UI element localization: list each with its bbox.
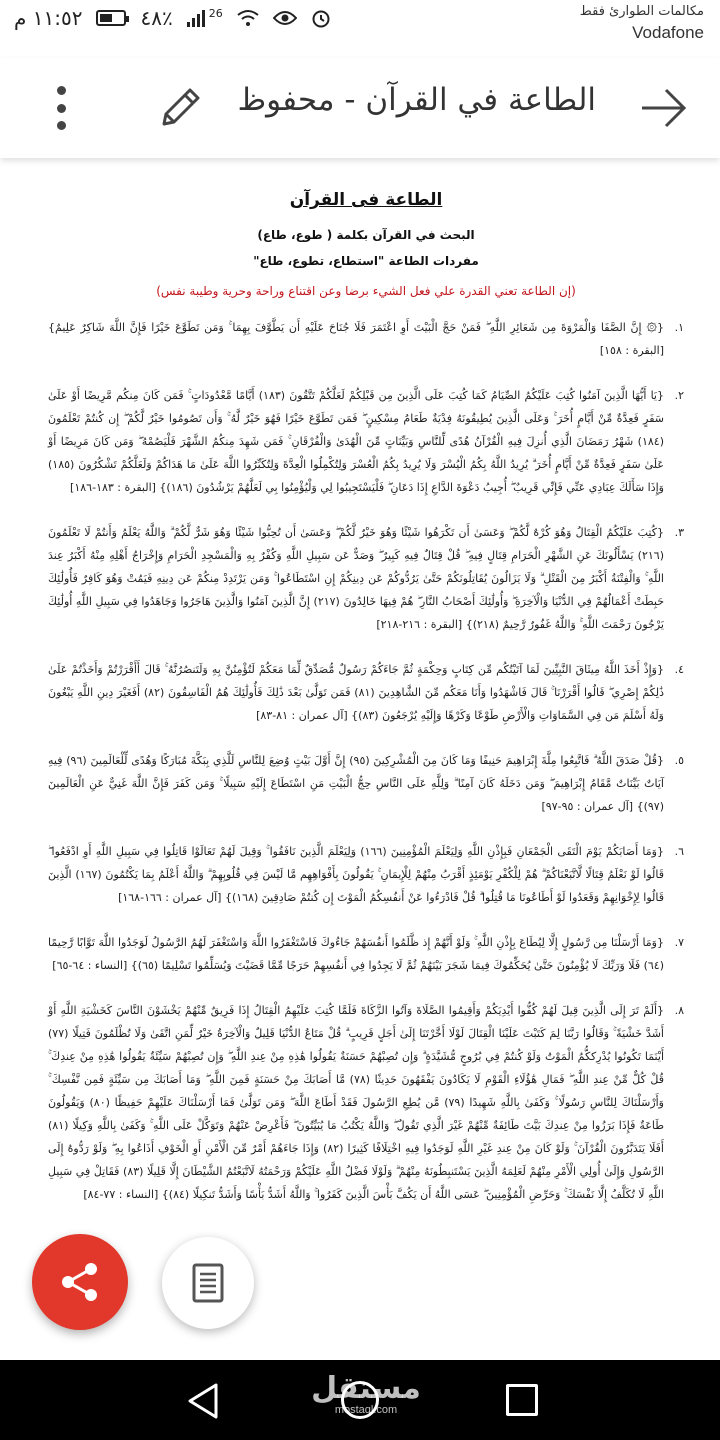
eye-icon — [273, 10, 297, 26]
item-number: ٤. — [674, 663, 684, 676]
document-icon — [191, 1262, 225, 1304]
list-item — [48, 384, 684, 499]
item-text: {يَا أَيُّهَا الَّذِينَ آمَنُوا كُتِبَ عَلَيْكُمُ الصِّيَامُ كَمَا كُتِبَ عَلَى الَّذِينَ مِن قَبْلِكُمْ لَعَلَّكُمْ تَتَّقُونَ (١٨٣) أَيَّامًا مَّعْدُودَاتٍ ۚ فَمَن كَانَ مِنكُم مَّرِيضًا أَوْ عَلَىٰ سَفَرٍ فَعِدَّةٌ مِّنْ أَيَّامٍ أُخَرَ ۚ وَعَلَى الَّذِينَ يُطِيقُونَهُ فِدْيَةٌ طَعَامُ مِسْكِينٍ ۖ فَمَن تَطَوَّعَ خَيْرًا فَهُوَ خَيْرٌ لَّهُ ۚ وَأَن تَصُومُوا خَيْرٌ لَّكُمْ ۖ إِن كُنتُمْ تَعْلَمُونَ (١٨٤) شَهْرُ رَمَضَانَ الَّذِي أُنزِلَ فِيهِ الْقُرْآنُ هُدًى لِّلنَّاسِ وَبَيِّنَاتٍ مِّنَ الْهُدَىٰ وَالْفُرْقَانِ ۚ فَمَن شَهِدَ مِنكُمُ الشَّهْرَ فَلْيَصُمْهُ ۖ وَمَن كَانَ مَرِيضًا أَوْ عَلَىٰ سَفَرٍ فَعِدَّةٌ مِّنْ أَيَّامٍ أُخَرَ ۗ يُرِيدُ اللَّهُ بِكُمُ الْيُسْرَ وَلَا يُرِيدُ بِكُمُ الْعُسْرَ وَلِتُكْمِلُوا الْعِدَّةَ وَلِتُكَبِّرُوا اللَّهَ عَلَىٰ مَا هَدَاكُمْ وَلَعَلَّكُمْ تَشْكُرُونَ (١٨٥) وَإِذَا سَأَلَكَ عِبَادِي عَنِّي فَإِنِّي قَرِيبٌ ۖ أُجِيبُ دَعْوَةَ الدَّاعِ إِذَا دَعَانِ ۖ فَلْيَسْتَجِيبُوا لِي وَلْيُؤْمِنُوا بِي لَعَلَّهُمْ يَرْشُدُونَ (١٨٦)} [البقرة : ١٨٣-١٨٦] — [48, 389, 664, 494]
watermark-text: مستقل — [311, 1371, 421, 1406]
wifi-icon — [237, 9, 259, 27]
carrier-note: مكالمات الطوارئ فقط — [579, 4, 704, 19]
battery-icon — [96, 10, 126, 26]
document-subtitle: البحث في القرآن بكلمة ( طوع، طاع) — [257, 228, 475, 242]
battery-level — [100, 14, 112, 22]
carrier-info — [580, 4, 704, 43]
list-item — [48, 840, 684, 909]
back-arrow-icon[interactable] — [638, 84, 690, 132]
list-item — [48, 658, 684, 727]
item-text: {أَلَمْ تَرَ إِلَى الَّذِينَ قِيلَ لَهُمْ كُفُّوا أَيْدِيَكُمْ وَأَقِيمُوا الصَّلَاةَ وَآتُوا الزَّكَاةَ فَلَمَّا كُتِبَ عَلَيْهِمُ الْقِتَالُ إِذَا فَرِيقٌ مِّنْهُمْ يَخْشَوْنَ النَّاسَ كَخَشْيَةِ اللَّهِ أَوْ أَشَدَّ خَشْيَةً ۚ وَقَالُوا رَبَّنَا لِمَ كَتَبْتَ عَلَيْنَا الْقِتَالَ لَوْلَا أَخَّرْتَنَا إِلَىٰ أَجَلٍ قَرِيبٍ ۗ قُلْ مَتَاعُ الدُّنْيَا قَلِيلٌ وَالْآخِرَةُ خَيْرٌ لِّمَنِ اتَّقَىٰ وَلَا تُظْلَمُونَ فَتِيلًا (٧٧) أَيْنَمَا تَكُونُوا يُدْرِككُّمُ الْمَوْتُ وَلَوْ كُنتُمْ فِي بُرُوجٍ مُّشَيَّدَةٍ ۗ وَإِن تُصِبْهُمْ حَسَنَةٌ يَقُولُوا هَٰذِهِ مِنْ عِندِ اللَّهِ ۖ وَإِن تُصِبْهُمْ سَيِّئَةٌ يَقُولُوا هَٰذِهِ مِنْ عِندِكَ ۚ قُلْ كُلٌّ مِّنْ عِندِ اللَّهِ ۖ فَمَالِ هَٰؤُلَاءِ الْقَوْمِ لَا يَكَادُونَ يَفْقَهُونَ حَدِيثًا (٧٨) مَّا أَصَابَكَ مِنْ حَسَنَةٍ فَمِنَ اللَّهِ ۖ وَمَا أَصَابَكَ مِن سَيِّئَةٍ فَمِن نَّفْسِكَ ۚ وَأَرْسَلْنَاكَ لِلنَّاسِ رَسُولًا ۚ وَكَفَىٰ بِاللَّهِ شَهِيدًا (٧٩) مَّن يُطِعِ الرَّسُولَ فَقَدْ أَطَاعَ اللَّهَ ۖ وَمَن تَوَلَّىٰ فَمَا أَرْسَلْنَاكَ عَلَيْهِمْ حَفِيظًا (٨٠) وَيَقُولُونَ طَاعَةٌ فَإِذَا بَرَزُوا مِنْ عِندِكَ بَيَّتَ طَائِفَةٌ مِّنْهُمْ غَيْرَ الَّذِي تَقُولُ ۖ وَاللَّهُ يَكْتُبُ مَا يُبَيِّتُونَ ۖ فَأَعْرِضْ عَنْهُمْ وَتَوَكَّلْ عَلَى اللَّهِ ۚ وَكَفَىٰ بِاللَّهِ وَكِيلًا (٨١) أَفَلَا يَتَدَبَّرُونَ الْقُرْآنَ ۚ وَلَوْ كَانَ مِنْ عِندِ غَيْرِ اللَّهِ لَوَجَدُوا فِيهِ اخْتِلَافًا كَثِيرًا (٨٢) وَإِذَا جَاءَهُمْ أَمْرٌ مِّنَ الْأَمْنِ أَوِ الْخَوْفِ أَذَاعُوا بِهِ ۖ وَلَوْ رَدُّوهُ إِلَى الرَّسُولِ وَإِلَىٰ أُولِي الْأَمْرِ مِنْهُمْ لَعَلِمَهُ الَّذِينَ يَسْتَنبِطُونَهُ مِنْهُمْ ۗ وَلَوْلَا فَضْلُ اللَّهِ عَلَيْكُمْ وَرَحْمَتُهُ لَاتَّبَعْتُمُ الشَّيْطَانَ إِلَّا قَلِيلًا (٨٣) فَقَاتِلْ فِي سَبِيلِ اللَّهِ لَا تُكَلَّفُ إِلَّا نَفْسَكَ ۚ وَحَرِّضِ الْمُؤْمِنِينَ ۖ عَسَى اللَّهُ أَن يَكُفَّ بَأْسَ الَّذِينَ كَفَرُوا ۚ وَاللَّهُ أَشَدُّ بَأْسًا وَأَشَدُّ تَنكِيلًا (٨٤)} [النساء : ٧٧-٨٤] — [48, 1004, 664, 1201]
item-text: {وَمَا أَصَابَكُمْ يَوْمَ الْتَقَى الْجَمْعَانِ فَبِإِذْنِ اللَّهِ وَلِيَعْلَمَ الْمُؤْمِنِينَ (١٦٦) وَلِيَعْلَمَ الَّذِينَ نَافَقُوا ۚ وَقِيلَ لَهُمْ تَعَالَوْا قَاتِلُوا فِي سَبِيلِ اللَّهِ أَوِ ادْفَعُوا ۖ قَالُوا لَوْ نَعْلَمُ قِتَالًا لَّاتَّبَعْنَاكُمْ ۗ هُمْ لِلْكُفْرِ يَوْمَئِذٍ أَقْرَبُ مِنْهُمْ لِلْإِيمَانِ ۚ يَقُولُونَ بِأَفْوَاهِهِم مَّا لَيْسَ فِي قُلُوبِهِمْ ۗ وَاللَّهُ أَعْلَمُ بِمَا يَكْتُمُونَ (١٦٧) الَّذِينَ قَالُوا لِإِخْوَانِهِمْ وَقَعَدُوا لَوْ أَطَاعُونَا مَا قُتِلُوا ۗ قُلْ فَادْرَءُوا عَنْ أَنفُسِكُمُ الْمَوْتَ إِن كُنتُمْ صَادِقِينَ (١٦٨)} [آل عمران : ١٦٦-١٦٨] — [48, 845, 664, 904]
document-note: (إن الطاعة تعني القدرة علي فعل الشيء برضا وعن اقتناع وراحة وحرية وطيبة نفس) — [156, 284, 576, 298]
alarm-icon — [311, 8, 331, 28]
share-icon — [58, 1260, 102, 1304]
document-body — [48, 190, 684, 1228]
item-number: ٢. — [674, 389, 684, 402]
list-item — [48, 521, 684, 636]
document-subtitle: مفردات الطاعة "استطاع، تطوع، طاع" — [253, 254, 479, 268]
watermark-logo — [306, 1371, 426, 1416]
list-item — [48, 749, 684, 818]
item-text: {وَمَا أَرْسَلْنَا مِن رَّسُولٍ إِلَّا لِيُطَاعَ بِإِذْنِ اللَّهِ ۚ وَلَوْ أَنَّهُمْ إِذ ظَّلَمُوا أَنفُسَهُمْ جَاءُوكَ فَاسْتَغْفَرُوا اللَّهَ وَاسْتَغْفَرَ لَهُمُ الرَّسُولُ لَوَجَدُوا اللَّهَ تَوَّابًا رَّحِيمًا (٦٤) فَلَا وَرَبِّكَ لَا يُؤْمِنُونَ حَتَّىٰ يُحَكِّمُوكَ فِيمَا شَجَرَ بَيْنَهُمْ ثُمَّ لَا يَجِدُوا فِي أَنفُسِهِمْ حَرَجًا مِّمَّا قَضَيْتَ وَيُسَلِّمُوا تَسْلِيمًا (٦٥)} [النساء : ٦٤-٦٥] — [48, 936, 664, 972]
status-bar — [0, 0, 720, 52]
network-type: 26 — [208, 6, 223, 20]
item-text: {۞ إِنَّ الصَّفَا وَالْمَرْوَةَ مِن شَعَائِرِ اللَّهِ ۖ فَمَنْ حَجَّ الْبَيْتَ أَوِ اعْتَمَرَ فَلَا جُنَاحَ عَلَيْهِ أَن يَطَّوَّفَ بِهِمَا ۚ وَمَن تَطَوَّعَ خَيْرًا فَإِنَّ اللَّهَ شَاكِرٌ عَلِيمٌ} [البقرة : ١٥٨] — [48, 321, 664, 357]
list-item — [48, 931, 684, 977]
item-text: {قُلْ صَدَقَ اللَّهُ ۗ فَاتَّبِعُوا مِلَّةَ إِبْرَاهِيمَ حَنِيفًا وَمَا كَانَ مِنَ الْمُشْرِكِينَ (٩٥) إِنَّ أَوَّلَ بَيْتٍ وُضِعَ لِلنَّاسِ لَلَّذِي بِبَكَّةَ مُبَارَكًا وَهُدًى لِّلْعَالَمِينَ (٩٦) فِيهِ آيَاتٌ بَيِّنَاتٌ مَّقَامُ إِبْرَاهِيمَ ۖ وَمَن دَخَلَهُ كَانَ آمِنًا ۗ وَلِلَّهِ عَلَى النَّاسِ حِجُّ الْبَيْتِ مَنِ اسْتَطَاعَ إِلَيْهِ سَبِيلًا ۚ وَمَن كَفَرَ فَإِنَّ اللَّهَ غَنِيٌّ عَنِ الْعَالَمِينَ (٩٧)} [آل عمران : ٩٥-٩٧] — [48, 754, 664, 813]
status-time: ١١:٥٢ م — [14, 6, 83, 30]
watermark-url: mostaql.com — [334, 1404, 398, 1416]
list-item — [48, 316, 684, 362]
page-title: الطاعة في القرآن - محفوظ — [237, 82, 596, 118]
more-vert-icon[interactable] — [46, 82, 76, 134]
list-item — [48, 999, 684, 1206]
nav-recents-icon[interactable] — [506, 1384, 538, 1416]
document-view-button[interactable] — [162, 1237, 254, 1329]
carrier-name: Vodafone — [632, 23, 704, 42]
battery-percent: ٤٨٪ — [140, 6, 173, 30]
edit-pencil-icon[interactable] — [152, 80, 208, 136]
item-number: ٦. — [674, 845, 684, 858]
item-text: {وَإِذْ أَخَذَ اللَّهُ مِيثَاقَ النَّبِيِّينَ لَمَا آتَيْتُكُم مِّن كِتَابٍ وَحِكْمَةٍ ثُمَّ جَاءَكُمْ رَسُولٌ مُّصَدِّقٌ لِّمَا مَعَكُمْ لَتُؤْمِنُنَّ بِهِ وَلَتَنصُرُنَّهُ ۚ قَالَ أَأَقْرَرْتُمْ وَأَخَذْتُمْ عَلَىٰ ذَٰلِكُمْ إِصْرِي ۖ قَالُوا أَقْرَرْنَا ۚ قَالَ فَاشْهَدُوا وَأَنَا مَعَكُم مِّنَ الشَّاهِدِينَ (٨١) فَمَن تَوَلَّىٰ بَعْدَ ذَٰلِكَ فَأُولَٰئِكَ هُمُ الْفَاسِقُونَ (٨٢) أَفَغَيْرَ دِينِ اللَّهِ يَبْغُونَ وَلَهُ أَسْلَمَ مَن فِي السَّمَاوَاتِ وَالْأَرْضِ طَوْعًا وَكَرْهًا وَإِلَيْهِ يُرْجَعُونَ (٨٣)} [آل عمران : ٨١-٨٣] — [48, 663, 664, 722]
item-number: ١. — [674, 321, 684, 334]
document-title: الطاعة فى القرآن — [289, 190, 443, 210]
item-text: {كُتِبَ عَلَيْكُمُ الْقِتَالُ وَهُوَ كُرْهٌ لَّكُمْ ۖ وَعَسَىٰ أَن تَكْرَهُوا شَيْئًا وَهُوَ خَيْرٌ لَّكُمْ ۖ وَعَسَىٰ أَن تُحِبُّوا شَيْئًا وَهُوَ شَرٌّ لَّكُمْ ۗ وَاللَّهُ يَعْلَمُ وَأَنتُمْ لَا تَعْلَمُونَ (٢١٦) يَسْأَلُونَكَ عَنِ الشَّهْرِ الْحَرَامِ قِتَالٍ فِيهِ ۖ قُلْ قِتَالٌ فِيهِ كَبِيرٌ ۖ وَصَدٌّ عَن سَبِيلِ اللَّهِ وَكُفْرٌ بِهِ وَالْمَسْجِدِ الْحَرَامِ وَإِخْرَاجُ أَهْلِهِ مِنْهُ أَكْبَرُ عِندَ اللَّهِ ۚ وَالْفِتْنَةُ أَكْبَرُ مِنَ الْقَتْلِ ۗ وَلَا يَزَالُونَ يُقَاتِلُونَكُمْ حَتَّىٰ يَرُدُّوكُمْ عَن دِينِكُمْ إِنِ اسْتَطَاعُوا ۚ وَمَن يَرْتَدِدْ مِنكُمْ عَن دِينِهِ فَيَمُتْ وَهُوَ كَافِرٌ فَأُولَٰئِكَ حَبِطَتْ أَعْمَالُهُمْ فِي الدُّنْيَا وَالْآخِرَةِ ۖ وَأُولَٰئِكَ أَصْحَابُ النَّارِ ۖ هُمْ فِيهَا خَالِدُونَ (٢١٧) إِنَّ الَّذِينَ آمَنُوا وَالَّذِينَ هَاجَرُوا وَجَاهَدُوا فِي سَبِيلِ اللَّهِ أُولَٰئِكَ يَرْجُونَ رَحْمَتَ اللَّهِ ۚ وَاللَّهُ غَفُورٌ رَّحِيمٌ (٢١٨)} [البقرة : ٢١٦-٢١٨] — [48, 526, 665, 631]
item-number: ٥. — [674, 754, 684, 767]
status-left — [14, 6, 331, 30]
share-button[interactable] — [32, 1234, 128, 1330]
item-number: ٣. — [674, 526, 684, 539]
signal-icon — [187, 9, 205, 27]
app-bar — [0, 58, 720, 158]
item-number: ٧. — [674, 936, 684, 949]
nav-back-icon[interactable] — [186, 1382, 220, 1420]
item-number: ٨. — [674, 1004, 684, 1017]
